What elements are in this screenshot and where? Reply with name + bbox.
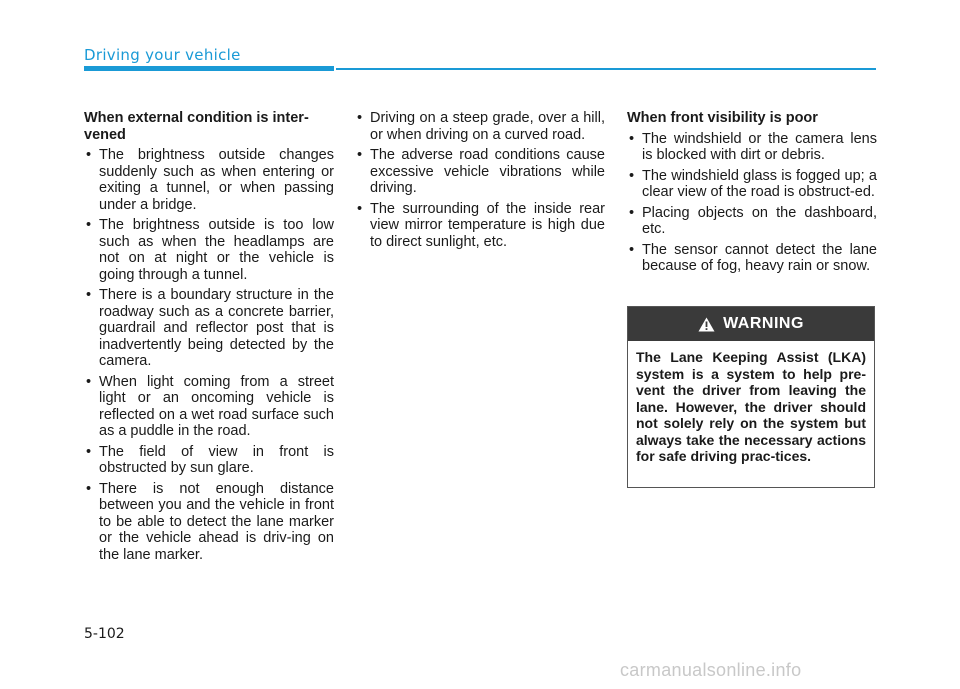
- list-item: • The brightness outside is too low such as when the headlamps are not on at night or the vehicle is going through a tunnel.: [84, 217, 334, 283]
- list-item: • When light coming from a street light or an oncoming vehicle is reflected on a wet road surface such as a puddle in the road.: [84, 374, 334, 440]
- list-item: • The sensor cannot detect the lane because of fog, heavy rain or snow.: [627, 242, 877, 275]
- page-number: 5-102: [84, 626, 125, 642]
- list-item: • Placing objects on the dashboard, etc.: [627, 205, 877, 238]
- column-1: [84, 110, 334, 567]
- list-item: • The adverse road conditions cause excessive vehicle vibrations while driving.: [355, 147, 605, 197]
- column-1-heading: When external condition is inter-vened: [84, 110, 309, 143]
- section-title: Driving your vehicle: [84, 46, 241, 64]
- list-item: • The field of view in front is obstructed by sun glare.: [84, 444, 334, 477]
- list-item: • The windshield glass is fogged up; a clear view of the road is obstruct-ed.: [627, 168, 877, 201]
- list-item: • The brightness outside changes suddenly such as when entering or exiting a tunnel, or when passing under a bridge.: [84, 147, 334, 213]
- warning-box: [627, 306, 875, 488]
- warning-body: The Lane Keeping Assist (LKA) system is a system to help pre-vent the driver from leaving the lane. However, the driver should not solely rely on the system but always take the necessary actions for safe driving prac-tices.: [636, 349, 866, 464]
- column-1-list: [84, 147, 334, 563]
- column-2: [355, 110, 605, 254]
- warning-triangle-icon: [698, 317, 715, 332]
- header-rule-thick: [84, 66, 334, 71]
- warning-header: [628, 307, 874, 341]
- column-3-heading: When front visibility is poor: [627, 110, 818, 126]
- list-item: • There is not enough distance between you and the vehicle in front to be able to detect the lane marker or the vehicle ahead is driv-ing on the lane marker.: [84, 481, 334, 564]
- header-rule-thin: [336, 68, 876, 70]
- list-item: • There is a boundary structure in the roadway such as a concrete barrier, guardrail and reflector post that is inadvertently being detected by the camera.: [84, 287, 334, 370]
- list-item: • The windshield or the camera lens is blocked with dirt or debris.: [627, 131, 877, 164]
- warning-title: WARNING: [723, 315, 804, 332]
- list-item: • The surrounding of the inside rear view mirror temperature is high due to direct sunlight, etc.: [355, 201, 605, 251]
- list-item: • Driving on a steep grade, over a hill, or when driving on a curved road.: [355, 110, 605, 143]
- column-3-list: [627, 131, 877, 275]
- watermark: carmanualsonline.info: [620, 660, 802, 680]
- column-3: [627, 110, 877, 279]
- column-2-list: [355, 110, 605, 250]
